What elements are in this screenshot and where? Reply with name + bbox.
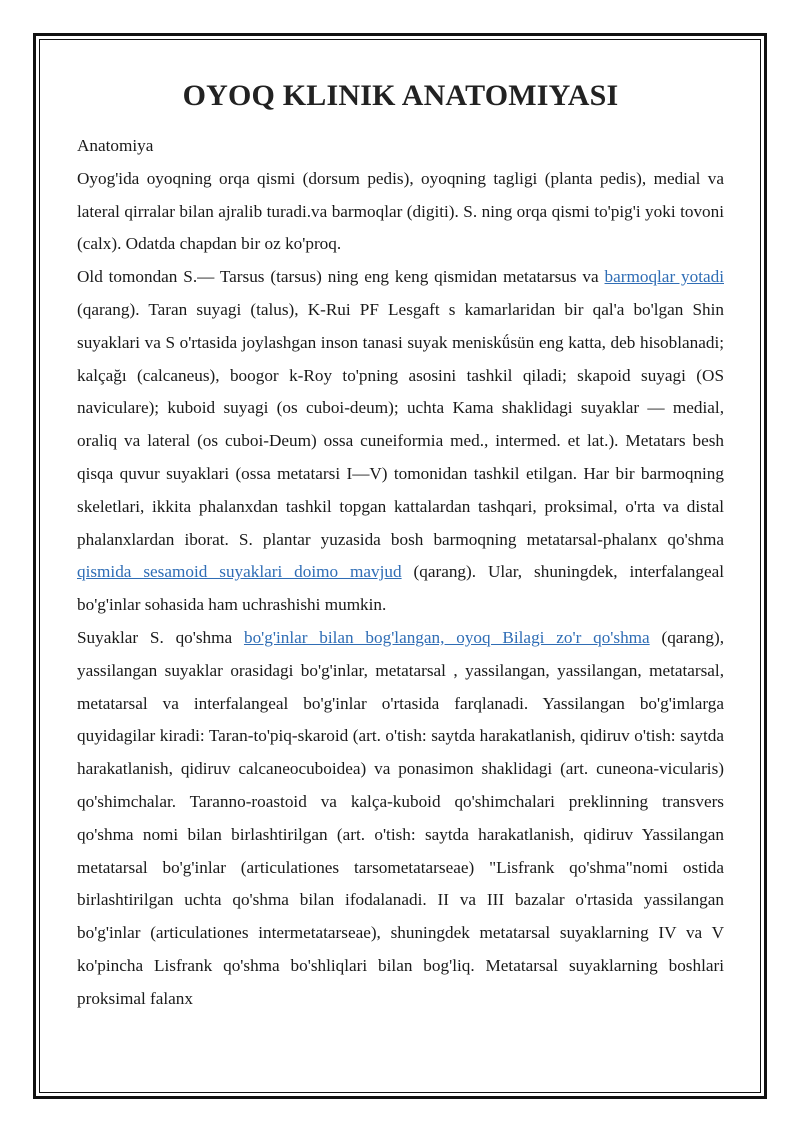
paragraph-3 [77,622,724,1016]
document-title: OYOQ KLINIK ANATOMIYASI [182,79,619,112]
paragraph-1 [77,163,724,261]
paragraph-2-text-a: Old tomondan S.— Tarsus (tarsus) ning eng keng qismidan metatarsus va [77,267,605,287]
link-sesamoid-suyaklari[interactable]: qismida sesamoid suyaklari doimo mavjud [77,562,402,582]
link-boginlar-bilan-boglangan[interactable]: bo'g'inlar bilan bog'langan, oyoq Bilagi zo'r qo'shma [243,627,650,647]
section-label: Anatomiya [77,136,154,155]
paragraph-1-text: Oyog'ida oyoqning orqa qismi (dorsum pedis), oyoqning tagligi (planta pedis), medial va lateral qirralar bilan ajralib turadi.va barmoqlar (digiti). S. ning orqa qismi to'pig'i yoki tovoni (calx). Odatda chapdan bir oz ko'proq. [77,168,724,254]
paragraph-3-text-b: (qarang), yassilangan suyaklar orasidagi bo'g'inlar, metatarsal , yassilangan, yassilangan, metatarsal, metatarsal va interfalangeal bo'g'inlar o'rtasida farqlanadi. Yassilangan bo'g'imlarga quyidagilar kiradi: Taran-to'piq-skaroid (art. o'tish: saytda harakatlanish, qidiruv o'tish: saytda harakatlanish, qidiruv calcaneocuboidea) va ponasimon shaklidagi (art. cuneona-vicularis) qo'shimchalar. Taranno-roastoid va kalça-kuboid qo'shimchalari preklinning transvers qo'shma nomi bilan birlashtirilgan (art. o'tish: saytda harakatlanish, qidiruv Yassilangan metatarsal bo'g'inlar (articulationes tarsometatarseae) "Lisfrank qo'shma"nomi ostida birlashtirilgan uchta qo'shma bilan ifodalanadi. II va III bazalar o'rtasida yassilangan bo'g'inlar (articulationes intermetatarseae), shuningdek metatarsal suyaklarning IV va V ko'pincha Lisfrank qo'shma bo'shliqlari bilan bog'liq. Metatarsal suyaklarning boshlari proksimal falanx [77,627,724,1008]
document-page [77,76,724,1016]
paragraph-2-text-c: (qarang). Ular, shuningdek, interfalangeal bo'g'inlar sohasida ham uchrashishi mumkin. [77,562,724,615]
paragraph-3-text-a: Suyaklar S. qo'shma [77,627,244,647]
link-barmoqlar-yotadi[interactable]: barmoqlar yotadi [604,267,724,287]
paragraph-2-text-b: (qarang). Taran suyagi (talus), K-Rui PF Lesgaft s kamarlaridan bir qal'a bo'lgan Shin suyaklari va S o'rtasida joylashgan inson tanasi suyak meniskǘsün eng katta, deb hisoblanadi; kalçağı (calcaneus), boogor k-Roy to'pning asosini tashkil qiladi; skapoid suyagi (OS naviculare); kuboid suyagi (os cuboi-deum); uchta Kama shaklidagi suyaklar — medial, oraliq va lateral (os cuboi-Deum) ossa cuneiformia med., intermed. et lat.). Metatars besh qisqa quvur suyaklari (ossa metatarsi I—V) tomonidan tashkil etilgan. Har bir barmoqning skeletlari, ikkita phalanxdan tashkil topgan kattalardan tashqari, proksimal, o'rta va distal phalanxlardan iborat. S. plantar yuzasida bosh barmoqning metatarsal-phalanx qo'shma [77,299,724,549]
paragraph-2 [77,261,724,622]
